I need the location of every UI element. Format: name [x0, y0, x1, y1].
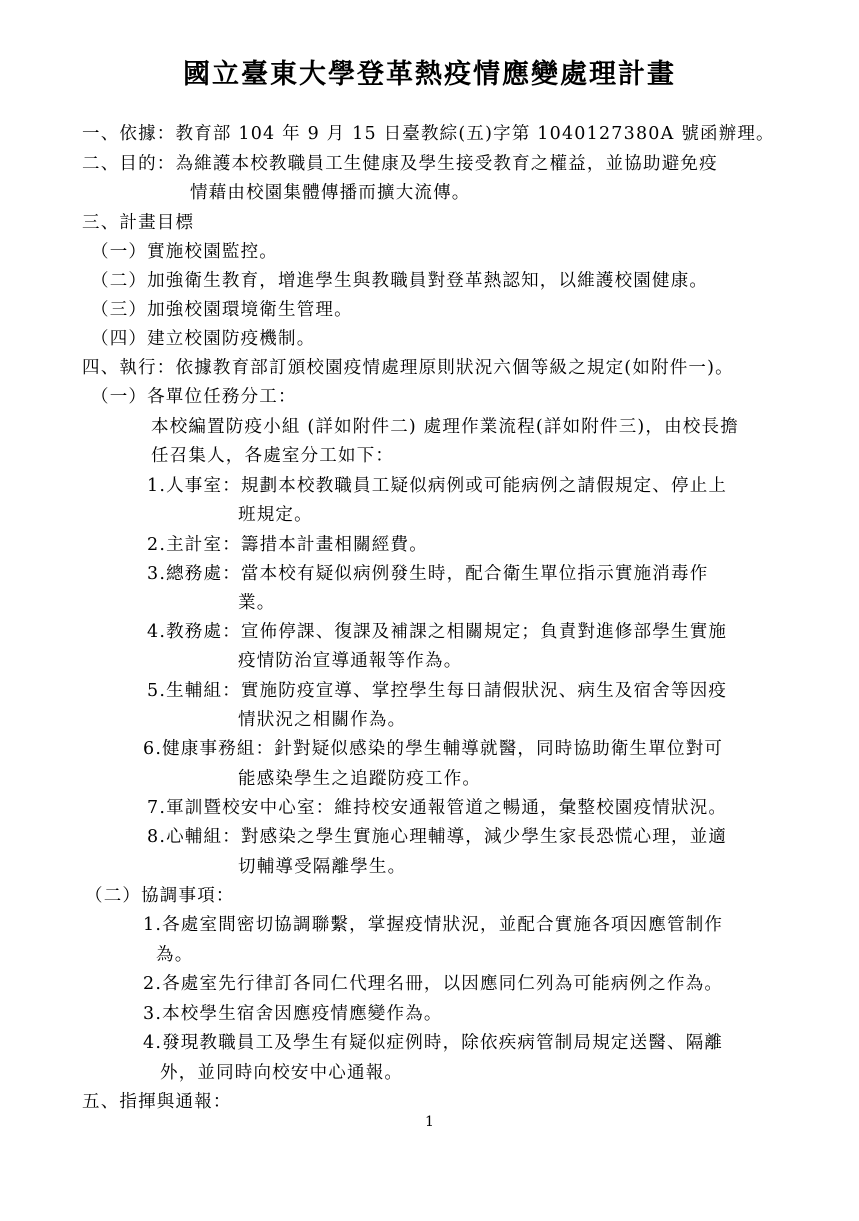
goal-item-2: （二）加強衛生教育，增進學生與教職員對登革熱認知，以維護校園健康。 — [91, 271, 709, 291]
execution-sub-1: （一）各單位任務分工： — [91, 387, 297, 407]
execution-sub-2: （二）協調事項： — [85, 886, 235, 906]
section-command: 五、指揮與通報： — [82, 1092, 232, 1112]
list-item: 2.主計室：籌措本計畫相關經費。 — [147, 535, 428, 555]
goal-item-4: （四）建立校園防疫機制。 — [91, 329, 316, 349]
list-item: 7.軍訓暨校安中心室：維持校安通報管道之暢通，彙整校園疫情狀況。 — [147, 798, 728, 818]
paragraph-line: 本校編置防疫小組 (詳如附件二) 處理作業流程(詳如附件三)，由校長擔 — [151, 417, 739, 437]
list-item: 1.各處室間密切協調聯繫，掌握疫情狀況，並配合實施各項因應管制作 — [143, 915, 724, 935]
list-item-cont: 能感染學生之追蹤防疫工作。 — [238, 769, 482, 789]
list-item: 4.發現教職員工及學生有疑似症例時，除依疾病管制局規定送醫、隔離 — [143, 1033, 724, 1053]
list-item-cont: 外，並同時向校安中心通報。 — [160, 1063, 404, 1083]
section-purpose: 二、目的：為維護本校教職員工生健康及學生接受教育之權益，並協助避免疫 — [82, 154, 718, 174]
list-item: 6.健康事務組：針對疑似感染的學生輔導就醫，同時協助衛生單位對可 — [143, 739, 724, 759]
list-item-cont: 班規定。 — [238, 505, 313, 525]
section-goals: 三、計畫目標 — [82, 213, 195, 233]
list-item: 3.總務處：當本校有疑似病例發生時，配合衛生單位指示實施消毒作 — [147, 564, 709, 584]
list-item: 8.心輔組：對感染之學生實施心理輔導，減少學生家長恐慌心理，並適 — [147, 827, 728, 847]
page-number: 1 — [425, 1114, 434, 1130]
goal-item-3: （三）加強校園環境衛生管理。 — [91, 300, 353, 320]
paragraph-line: 任召集人，各處室分工如下： — [151, 446, 395, 466]
section-execution: 四、執行：依據教育部訂頒校園疫情處理原則狀況六個等級之規定(如附件一)。 — [82, 358, 734, 378]
list-item: 3.本校學生宿舍因應疫情應變作為。 — [143, 1004, 443, 1024]
list-item: 4.教務處：宣佈停課、復課及補課之相關規定；負責對進修部學生實施 — [147, 622, 728, 642]
list-item-cont: 業。 — [238, 593, 276, 613]
list-item-cont: 疫情防治宣導通報等作為。 — [238, 651, 463, 671]
list-item-cont: 切輔導受隔離學生。 — [238, 857, 407, 877]
section-purpose-cont: 情藉由校園集體傳播而擴大流傳。 — [190, 183, 471, 203]
goal-item-1: （一）實施校園監控。 — [91, 242, 278, 262]
list-item: 2.各處室先行律訂各同仁代理名冊，以因應同仁列為可能病例之作為。 — [143, 974, 724, 994]
list-item: 5.生輔組：實施防疫宣導、掌控學生每日請假狀況、病生及宿舍等因疫 — [147, 681, 728, 701]
list-item: 1.人事室：規劃本校教職員工疑似病例或可能病例之請假規定、停止上 — [147, 476, 728, 496]
page-title: 國立臺東大學登革熱疫情應變處理計畫 — [183, 59, 676, 90]
list-item-cont: 為。 — [156, 945, 194, 965]
list-item-cont: 情狀況之相關作為。 — [238, 710, 407, 730]
section-basis: 一、依據：教育部 104 年 9 月 15 日臺教綜(五)字第 1040127380A 號函辦理。 — [82, 124, 775, 144]
